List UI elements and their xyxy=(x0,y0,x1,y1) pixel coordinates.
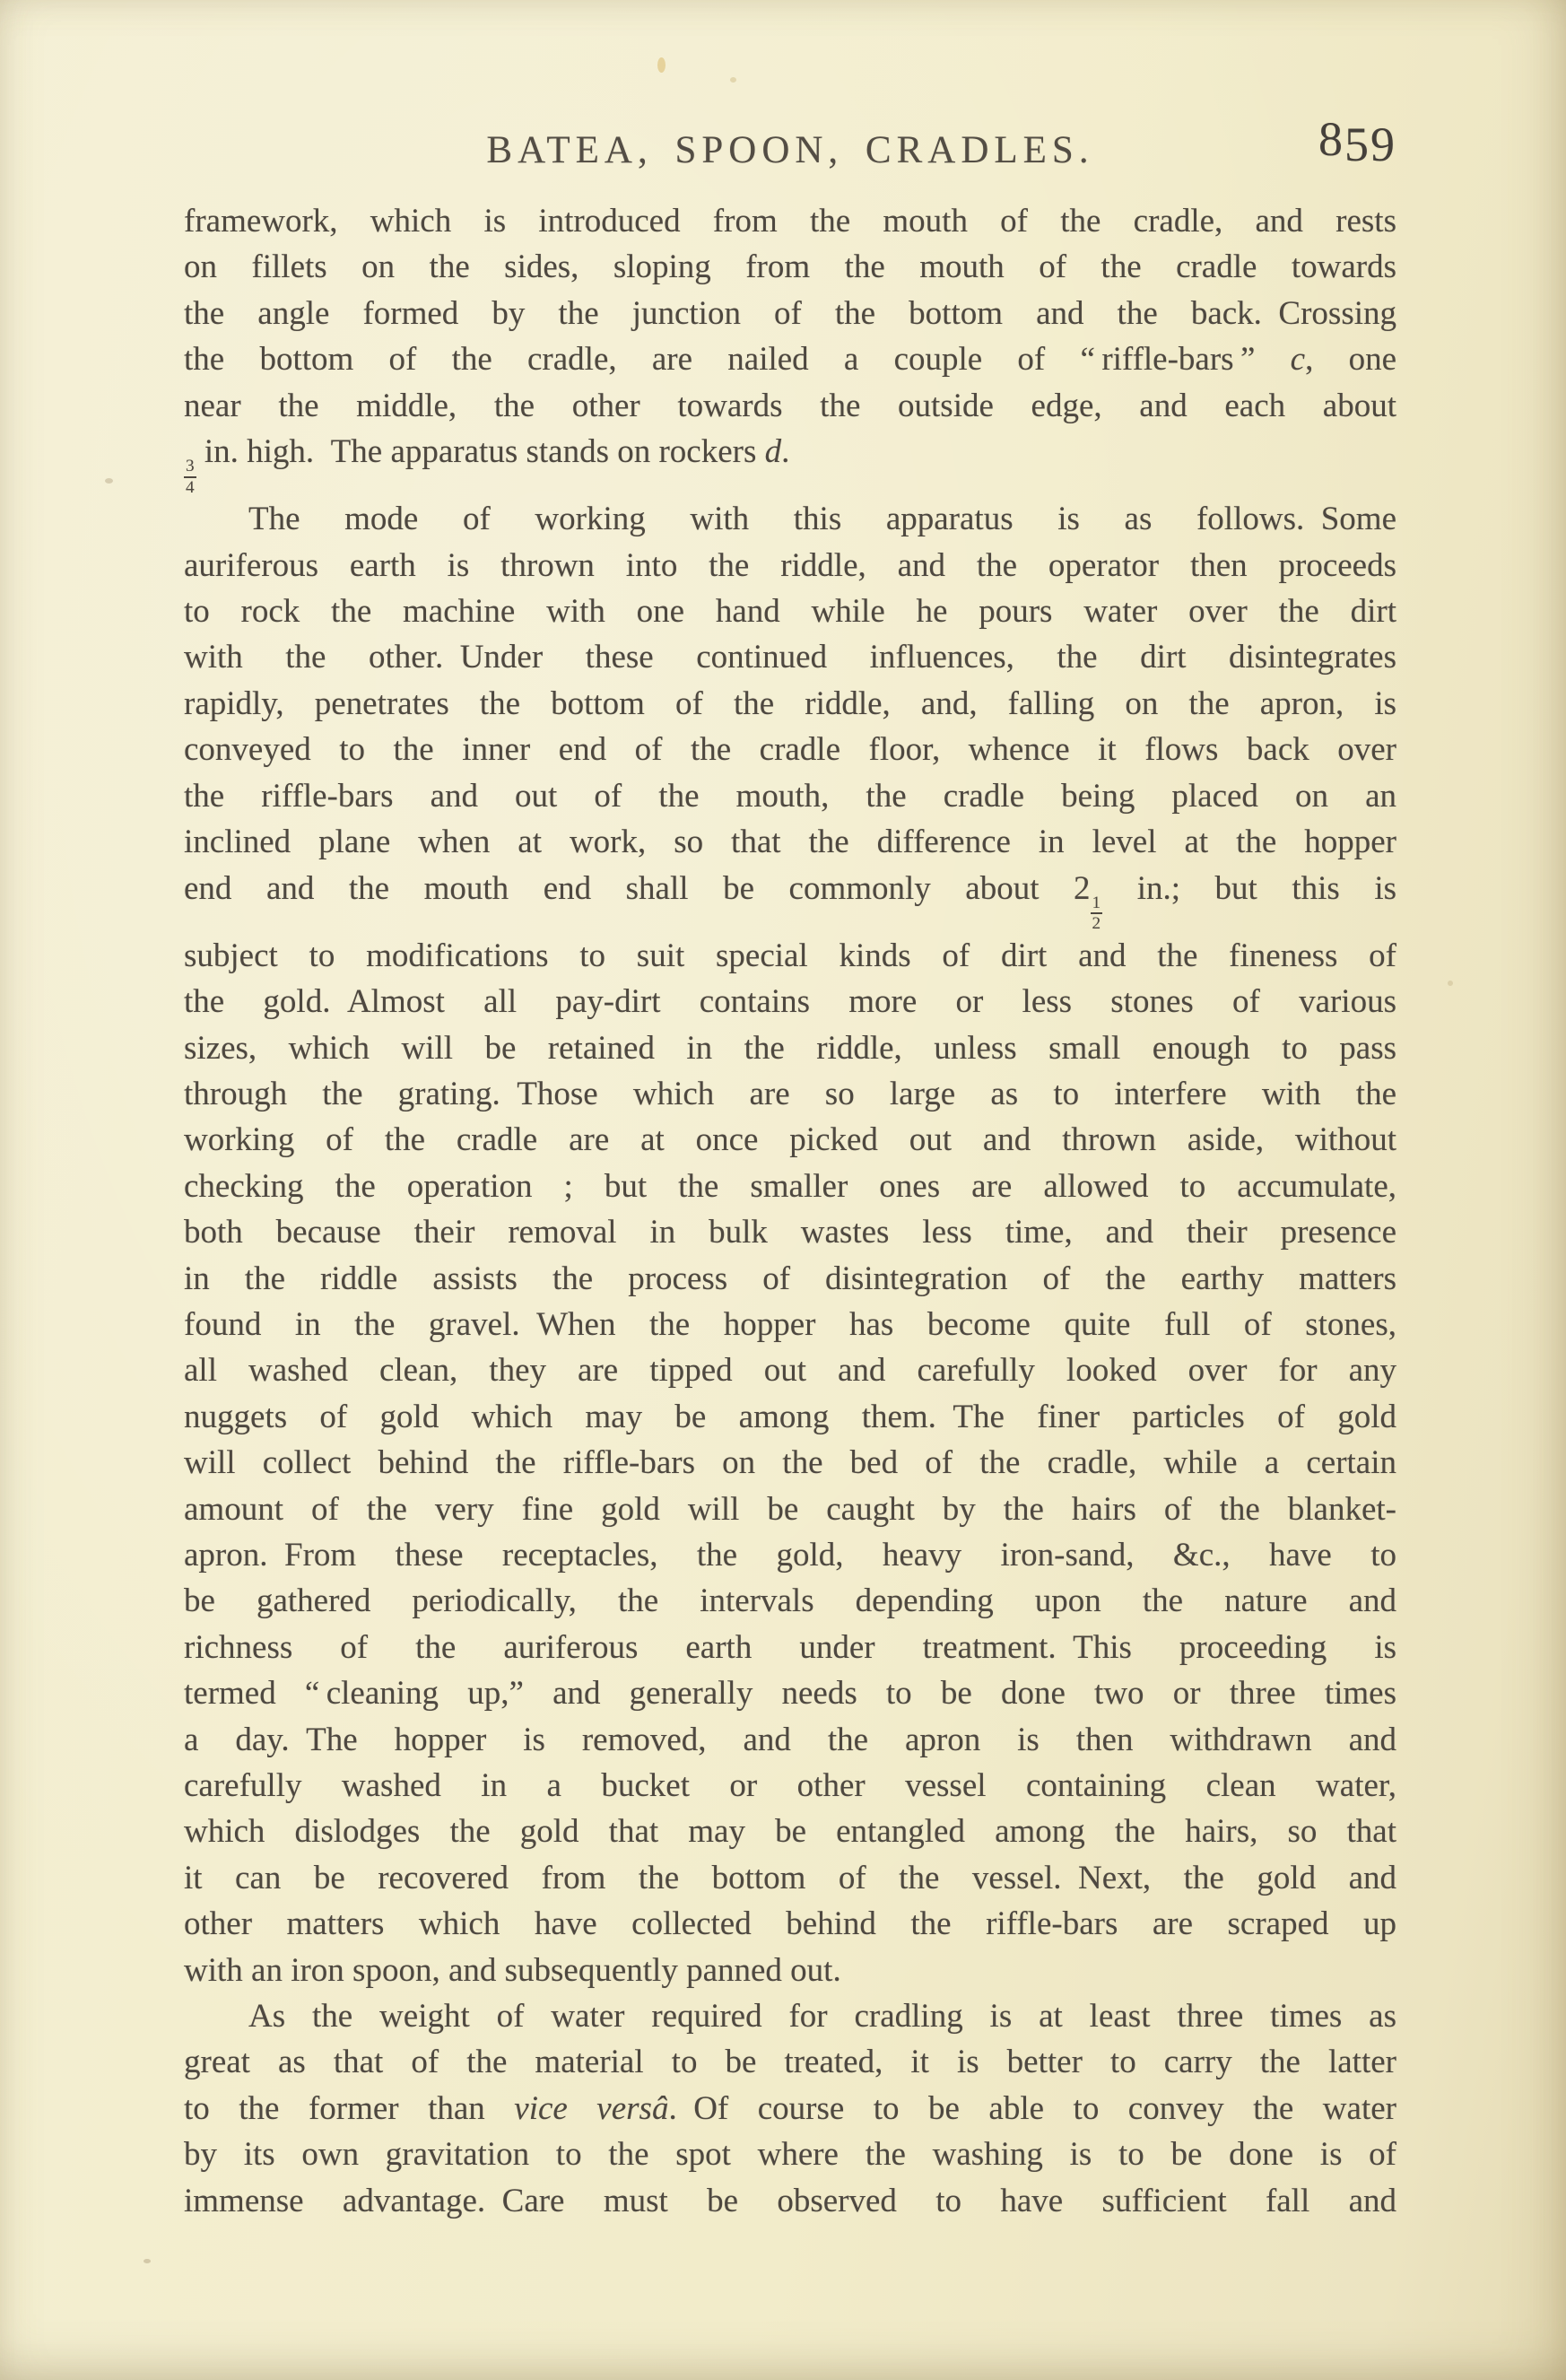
paper-speck xyxy=(105,478,113,484)
text-line: through the grating. Those which are so large as to interfere with the xyxy=(184,1075,1396,1112)
text-line: sizes, which will be retained in the riddle, unless small enough to pass xyxy=(184,1029,1396,1067)
text-line: immense advantage. Care must be observed to have sufficient fall and xyxy=(184,2182,1396,2219)
stacked-fraction: $\frac{3}{4}$ xyxy=(186,457,195,497)
text-line: great as that of the material to be treated, it is better to carry the latter xyxy=(184,2044,1396,2081)
text-line: other matters which have collected behind the riffle-bars are scraped up xyxy=(184,1905,1396,1943)
page-number-digit: 8 xyxy=(1318,112,1344,166)
text-line: found in the gravel. When the hopper has become quite full of stones, xyxy=(184,1305,1396,1343)
page-number-digit: 9 xyxy=(1370,117,1396,171)
text-line: all washed clean, they are tipped out and carefully looked over for any xyxy=(184,1352,1396,1390)
text-line: inclined plane when at work, so that the difference in level at the hopper xyxy=(184,824,1396,861)
text-line: amount of the very fine gold will be caught by the hairs of the blanket- xyxy=(184,1490,1396,1528)
text-line: which dislodges the gold that may be entangled among the hairs, so that xyxy=(184,1813,1396,1851)
paragraph xyxy=(184,496,1396,1993)
text-line: in the riddle assists the process of disintegration of the earthy matters xyxy=(184,1260,1396,1297)
text-line: by its own gravitation to the spot where the washing is to be done is of xyxy=(184,2136,1396,2174)
text-line: to rock the machine with one hand while he pours water over the dirt xyxy=(184,593,1396,631)
text-line: conveyed to the inner end of the cradle floor, whence it flows back over xyxy=(184,731,1396,769)
text-line: on fillets on the sides, sloping from the mouth of the cradle towards xyxy=(184,248,1396,286)
text-line: $\frac{3}{4}$ in. high. The apparatus stands on rockers d. xyxy=(186,433,790,497)
text-line: working of the cradle are at once picked out and thrown aside, without xyxy=(184,1121,1396,1159)
text-line: As the weight of water required for cradling is at least three times as xyxy=(248,1998,1396,2036)
text-block xyxy=(184,198,1396,2224)
text-line: the gold. Almost all pay-dirt contains more or less stones of various xyxy=(184,983,1396,1021)
text-line: carefully washed in a bucket or other vessel containing clean water, xyxy=(184,1767,1396,1805)
text-line: will collect behind the riffle-bars on the bed of the cradle, while a certain xyxy=(184,1444,1396,1482)
text-line: richness of the auriferous earth under treatment. This proceeding is xyxy=(184,1628,1396,1666)
text-line: to the former than vice versâ. Of course to be able to convey the water xyxy=(184,2089,1396,2127)
paper-speck xyxy=(144,2259,151,2263)
page-number xyxy=(1318,112,1396,171)
text-line: both because their removal in bulk wastes less time, and their presence xyxy=(184,1214,1396,1251)
stacked-fraction: $\frac{1}{2}$ xyxy=(1092,893,1101,934)
text-line: the angle formed by the junction of the bottom and the back. Crossing xyxy=(184,294,1396,332)
text-line: be gathered periodically, the intervals depending upon the nature and xyxy=(184,1582,1396,1620)
page-header xyxy=(184,108,1396,179)
paper-speck xyxy=(1448,981,1453,986)
text-line: nuggets of gold which may be among them. The finer particles of gold xyxy=(184,1398,1396,1435)
text-line: checking the operation ; but the smaller ones are allowed to accumulate, xyxy=(184,1167,1396,1205)
text-line: apron. From these receptacles, the gold, heavy iron-sand, &c., have to xyxy=(184,1537,1396,1574)
text-line: termed “ cleaning up,” and generally needs to be done two or three times xyxy=(184,1675,1396,1713)
running-header: BATEA, SPOON, CRADLES. xyxy=(486,129,1094,171)
paper-speck xyxy=(730,77,736,83)
text-line: framework, which is introduced from the mouth of the cradle, and rests xyxy=(184,203,1396,240)
paragraph xyxy=(184,198,1396,496)
paragraph xyxy=(184,1993,1396,2224)
paper-speck xyxy=(657,57,666,73)
text-line: with an iron spoon, and subsequently panned out. xyxy=(184,1951,841,1989)
text-line: end and the mouth end shall be commonly about 2 $\frac{1}{2}$ in.; but this is xyxy=(184,869,1397,934)
text-line: subject to modifications to suit special kinds of dirt and the fineness of xyxy=(184,937,1396,974)
text-line: near the middle, the other towards the outside edge, and each about xyxy=(184,387,1396,424)
text-line: auriferous earth is thrown into the riddle, and the operator then proceeds xyxy=(184,546,1396,584)
text-line: with the other. Under these continued influences, the dirt disintegrates xyxy=(184,639,1396,676)
text-line: the bottom of the cradle, are nailed a couple of “ riffle-bars ” c, one xyxy=(184,341,1396,379)
text-line: it can be recovered from the bottom of the vessel. Next, the gold and xyxy=(184,1859,1396,1896)
page-number-digit: 5 xyxy=(1344,117,1370,171)
text-line: the riffle-bars and out of the mouth, the cradle being placed on an xyxy=(184,777,1396,815)
text-line: rapidly, penetrates the bottom of the riddle, and, falling on the apron, is xyxy=(184,684,1396,722)
text-line: a day. The hopper is removed, and the apron is then withdrawn and xyxy=(184,1721,1396,1758)
text-line: The mode of working with this apparatus is as follows. Some xyxy=(248,501,1396,538)
